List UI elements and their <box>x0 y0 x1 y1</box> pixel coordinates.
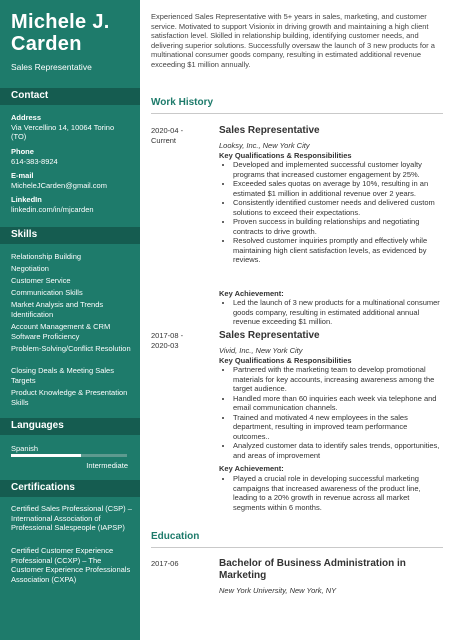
language-level-bar <box>11 454 127 457</box>
job-2-achievement-label: Key Achievement: <box>219 464 284 473</box>
skill-item: Closing Deals & Meeting Sales Targets <box>11 366 114 385</box>
job-2-responsibilities <box>219 365 443 460</box>
list-item: • Handled more than 60 inquiries each week via telephone and email communication channels. <box>233 394 443 413</box>
list-item: • Played a crucial role in developing successful marketing campaigns that increased awareness of the product line, leading to a 20% growth in revenue across all market segments within 6 months. <box>233 474 443 512</box>
language-level: Intermediate <box>86 461 128 470</box>
job-1-responsibilities <box>219 160 443 265</box>
skill-item: Customer Service <box>11 276 71 285</box>
email-label: E-mail <box>11 171 34 180</box>
job-2-title: Sales Representative <box>219 330 320 341</box>
job-1-date <box>151 126 183 145</box>
skill-item: Market Analysis and Trends Identification <box>11 300 104 319</box>
list-item: • Led the launch of 3 new products for a multinational consumer goods company, resulting in estimated additional annual revenue exceeding $1 million. <box>233 298 443 327</box>
job-1-achievement-label: Key Achievement: <box>219 289 284 298</box>
degree-line-1: Bachelor of Business Administration in <box>219 558 406 569</box>
certifications-heading: Certifications <box>11 482 75 493</box>
job-1-title: Sales Representative <box>219 125 320 136</box>
candidate-role: Sales Representative <box>11 62 92 72</box>
job-1-company: Looksy, Inc., New York City <box>219 141 310 150</box>
list-item: • Partnered with the marketing team to develop promotional materials for key accounts, increasing awareness among the target audience. <box>233 365 443 394</box>
list-item: • Resolved customer inquiries promptly and effectively while maintaining high client satisfaction levels, as evidenced by reviews. <box>233 236 443 265</box>
language-name: Spanish <box>11 444 39 453</box>
list-item: • Trained and motivated 4 new employees in the sales department, resulting in improved team performance outcomes.. <box>233 413 443 442</box>
list-item: • Proven success in building relationships and negotiating contracts to drive growth. <box>233 217 443 236</box>
certification-item: Certified Sales Professional (CSP) – International Association of Professional Salespeople (IAPSP) <box>11 504 132 532</box>
degree-line-2: Marketing <box>219 570 267 581</box>
skills-heading-bar <box>0 227 140 244</box>
address-label: Address <box>11 113 42 122</box>
skill-item: Problem-Solving/Conflict Resolution <box>11 344 131 353</box>
skill-item: Negotiation <box>11 264 49 273</box>
education-date: 2017-06 <box>151 559 179 568</box>
job-1-achievements <box>219 298 443 327</box>
email-value[interactable]: MicheleJCarden@gmail.com <box>11 181 107 190</box>
linkedin-value[interactable]: linkedin.com/in/mjcarden <box>11 205 94 214</box>
skill-item: Product Knowledge & Presentation Skills <box>11 388 128 407</box>
job-2-date-end: 2020-03 <box>151 340 179 350</box>
certifications-heading-bar <box>0 480 140 497</box>
education-degree <box>219 558 406 582</box>
job-2-company: Vivid, Inc., New York City <box>219 346 303 355</box>
skill-item: Account Management & CRM Software Proficiency <box>11 322 111 341</box>
list-item: • Analyzed customer data to identify sales trends, opportunities, and areas of improvement <box>233 441 443 460</box>
linkedin-label: LinkedIn <box>11 195 42 204</box>
phone-label: Phone <box>11 147 34 156</box>
name-line-2: Carden <box>11 33 82 55</box>
contact-heading-bar <box>0 88 140 105</box>
job-1-date-start: 2020-04 - <box>151 126 184 135</box>
phone-value: 614-383-8924 <box>11 157 58 166</box>
job-1-qualifications-label: Key Qualifications & Responsibilities <box>219 151 352 160</box>
work-history-divider <box>151 113 443 114</box>
job-2-date-start: 2017-08 - <box>151 331 184 340</box>
list-item: • Exceeded sales quotas on average by 10%, resulting in an estimated $1 million in additional revenue over 2 years. <box>233 179 443 198</box>
skills-heading: Skills <box>11 229 38 240</box>
language-level-fill <box>11 454 81 457</box>
languages-heading-bar <box>0 418 140 435</box>
education-school: New York University, New York, NY <box>219 586 337 595</box>
job-2-achievements <box>219 474 443 512</box>
list-item: • Consistently identified customer needs and delivered custom solutions to exceed their expectations. <box>233 198 443 217</box>
address-line-2: (TO) <box>11 132 27 141</box>
contact-heading: Contact <box>11 90 49 101</box>
job-2-qualifications-label: Key Qualifications & Responsibilities <box>219 356 352 365</box>
job-1-date-end: Current <box>151 135 177 145</box>
name-line-1: Michele J. <box>11 11 110 33</box>
job-2-date <box>151 331 183 350</box>
main-column <box>140 0 452 640</box>
professional-summary: Experienced Sales Representative with 5+ years in sales, marketing, and customer service. Motivated to support Visionix in driving growth and maintaining a high client satisfaction level. Skilled in relationship building, identifying customer needs, and delivering superior solutions. Successfully oversaw the launch of 3 new products for a multinational consumer goods company, resulting in estimated additional revenue exceeding $1 million annually. <box>151 12 435 69</box>
sidebar <box>0 0 140 640</box>
certification-item: Certified Customer Experience Professional (CCXP) – The Customer Experience Professionals Association (CXPA) <box>11 546 131 584</box>
skill-item: Communication Skills <box>11 288 83 297</box>
education-divider <box>151 547 443 548</box>
list-item: • Developed and implemented successful customer loyalty programs that increased customer engagement by 25%. <box>233 160 443 179</box>
work-history-heading: Work History <box>151 97 214 108</box>
candidate-name <box>11 11 110 55</box>
skill-item: Relationship Building <box>11 252 82 261</box>
address-line-1: Via Vercellino 14, 10064 Torino <box>11 123 115 132</box>
languages-heading: Languages <box>11 420 64 431</box>
education-heading: Education <box>151 531 200 542</box>
